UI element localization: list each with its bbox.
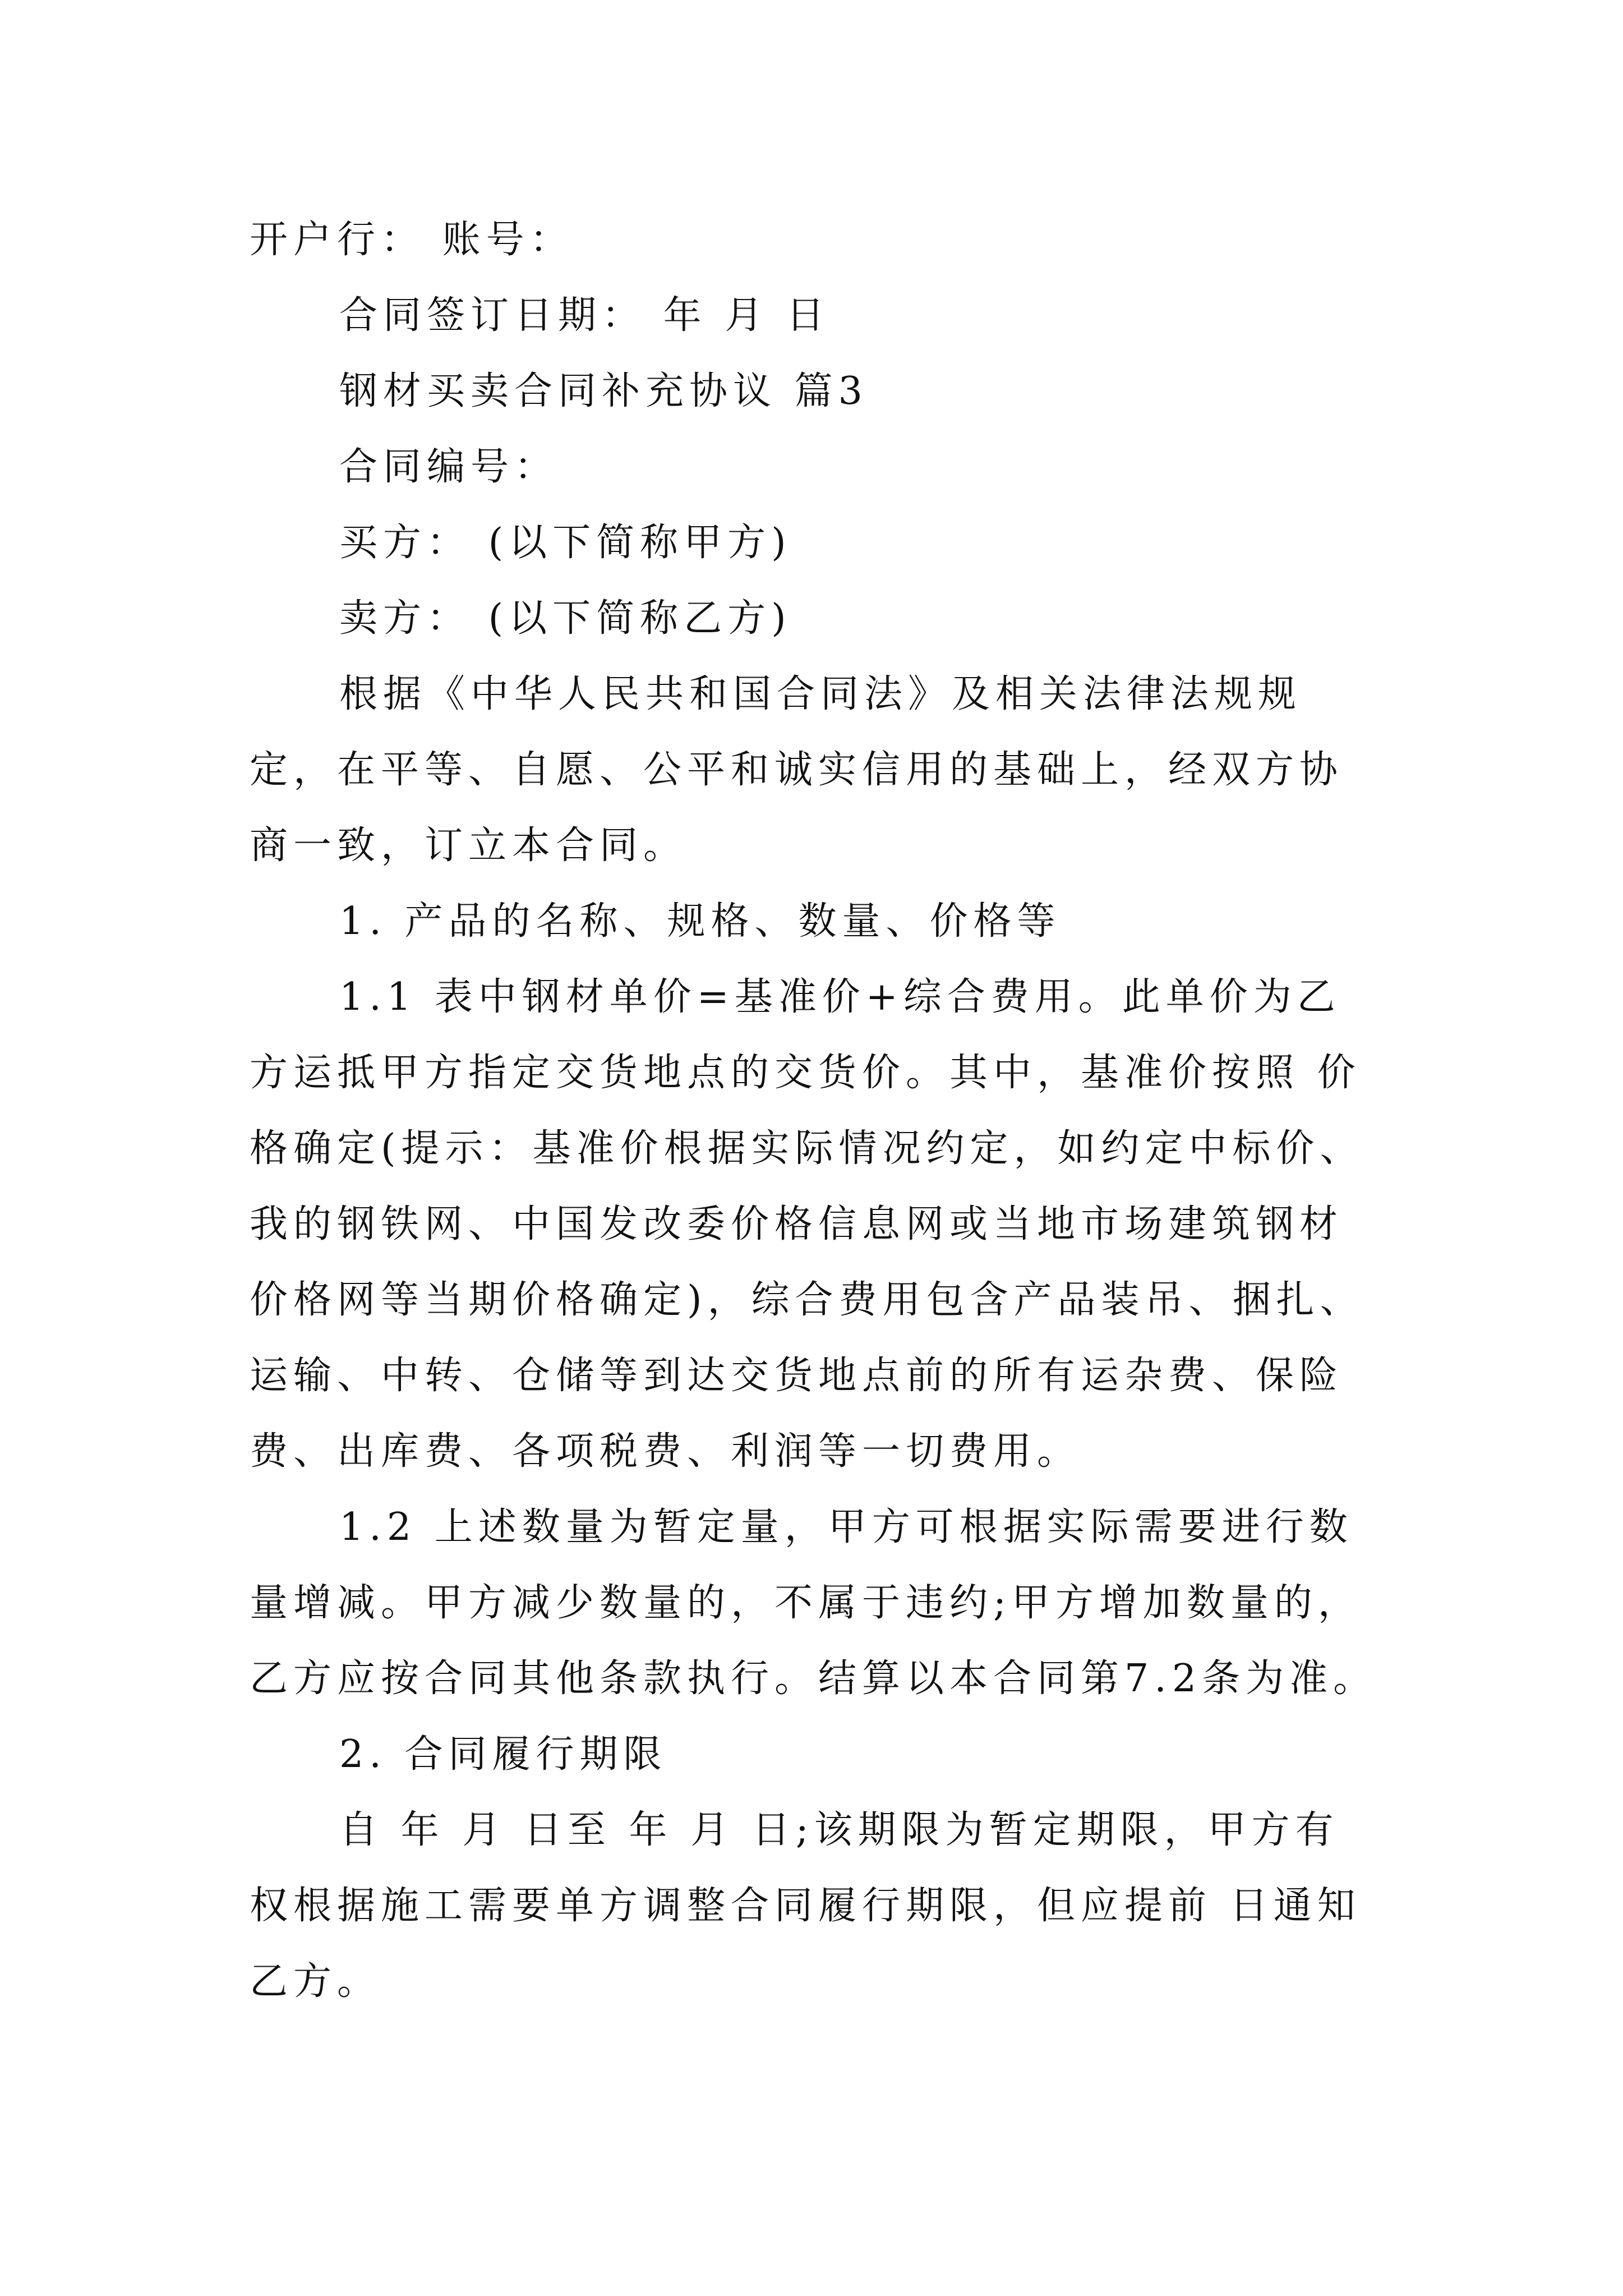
clause-2-body-paragraph: 自 年 月 日至 年 月 日;该期限为暂定期限，甲方有权根据施工需要单方调整合同履行期限，但应提前 日通知乙方。 <box>250 1808 1361 2004</box>
buyer-line: 买方： (以下简称甲方) <box>339 521 792 565</box>
bank-account-line: 开户行： 账号： <box>250 218 574 262</box>
clause-1-heading: 1. 产品的名称、规格、数量、价格等 <box>339 899 1061 944</box>
clause-1-1-paragraph: 1.1 表中钢材单价=基准价+综合费用。此单价为乙方运抵甲方指定交货地点的交货价。其中，基准价按照 价格确定(提示：基准价根据实际情况约定，如约定中标价、我的钢铁网、中国发改委价格信息网或当地市场建筑钢材价格网等当期价格确定)，综合费用包含产品装吊、捆扎、运输、中转、仓储等到达交货地点前的所有运杂费、保险费、出库费、各项税费、利润等一切费用。 <box>250 975 1364 1474</box>
clause-2-heading: 2. 合同履行期限 <box>339 1732 667 1777</box>
preamble-paragraph: 根据《中华人民共和国合同法》及相关法律法规规定，在平等、自愿、公平和诚实信用的基础上，经双方协商一致，订立本合同。 <box>250 672 1344 868</box>
section-title: 钢材买卖合同补充协议 篇3 <box>339 369 868 413</box>
seller-line: 卖方： (以下简称乙方) <box>339 596 792 641</box>
sign-date-line: 合同签订日期： 年 月 日 <box>339 293 830 338</box>
clause-1-2-paragraph: 1.2 上述数量为暂定量，甲方可根据实际需要进行数量增减。甲方减少数量的，不属于违约;甲方增加数量的，乙方应按合同其他条款执行。结算以本合同第7.2条为准。 <box>250 1505 1377 1701</box>
contract-number-line: 合同编号： <box>339 445 559 489</box>
document-body <box>250 202 1382 2019</box>
